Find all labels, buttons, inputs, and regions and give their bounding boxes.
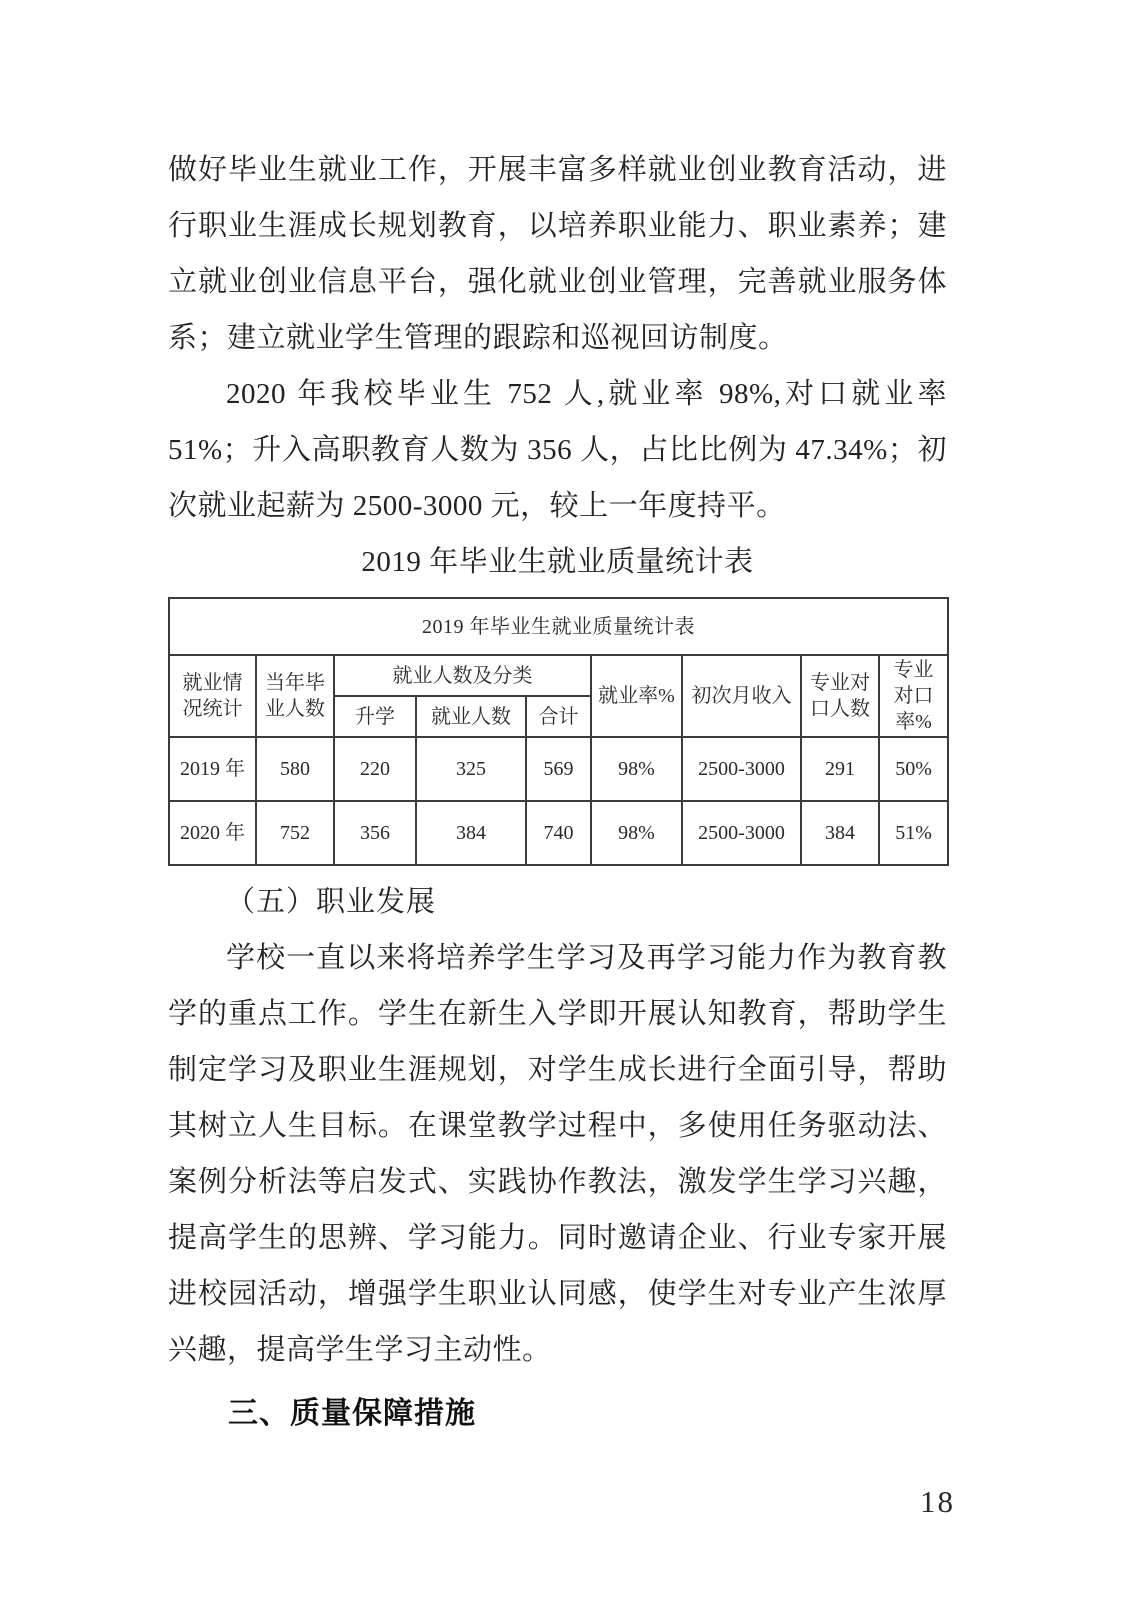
- header-employed-count: 就业人数: [416, 696, 526, 737]
- table-cell: 98%: [591, 737, 682, 801]
- header-initial-income: 初次月收入: [682, 655, 801, 737]
- table-cell: 325: [416, 737, 526, 801]
- header-further-study: 升学: [334, 696, 416, 737]
- table-cell: 356: [334, 801, 416, 865]
- table-cell: 569: [526, 737, 591, 801]
- paragraph-2020-stats: 2020 年我校毕业生 752 人,就业率 98%,对口就业率 51%；升入高职教育人数为 356 人，占比比例为 47.34%；初次就业起薪为 2500-3000 元，较上一年度持平。: [168, 378, 947, 522]
- table-title-row: [169, 598, 948, 655]
- header-employment-status: 就业情况统计: [169, 655, 256, 737]
- table-cell: 740: [526, 801, 591, 865]
- table-header-row-1: [169, 655, 948, 696]
- header-graduates-count: 当年毕业人数: [256, 655, 334, 737]
- table-row-2019: [169, 737, 948, 801]
- paragraph-career-development: 学校一直以来将培养学生学习及再学习能力作为教育教学的重点工作。学生在新生入学即开展认知教育，帮助学生制定学习及职业生涯规划，对学生成长进行全面引导，帮助其树立人生目标。在课堂教学过程中，多使用任务驱动法、案例分析法等启发式、实践协作教法，激发学生学习兴趣，提高学生的思辨、学习能力。同时邀请企业、行业专家开展进校园活动，增强学生职业认同感，使学生对专业产生浓厚兴趣，提高学生学习主动性。: [168, 942, 947, 1366]
- table-cell: 580: [256, 737, 334, 801]
- header-employment-rate: 就业率%: [591, 655, 682, 737]
- page-number: 18: [920, 1484, 955, 1519]
- table-cell: 220: [334, 737, 416, 801]
- table-cell: 51%: [879, 801, 948, 865]
- table-cell: 2500-3000: [682, 737, 801, 801]
- page-content: [168, 0, 947, 1442]
- table-row-2020: [169, 801, 948, 865]
- paragraph-employment-work: 做好毕业生就业工作，开展丰富多样就业创业教育活动，进行职业生涯成长规划教育，以培养职业能力、职业素养；建立就业创业信息平台，强化就业创业管理，完善就业服务体系；建立就业学生管理的跟踪和巡视回访制度。: [168, 154, 947, 354]
- section-heading-quality-assurance: 三、质量保障措施: [228, 1397, 476, 1430]
- table-title: 2019 年毕业生就业质量统计表: [169, 598, 948, 655]
- header-major-match-rate: 专业对口率%: [879, 655, 948, 737]
- table-cell: 384: [416, 801, 526, 865]
- section-heading-career-development: （五）职业发展: [226, 886, 437, 918]
- table-cell: 50%: [879, 737, 948, 801]
- table-cell: 384: [801, 801, 879, 865]
- table-cell: 291: [801, 737, 879, 801]
- table-cell: 2500-3000: [682, 801, 801, 865]
- table-cell: 2020 年: [169, 801, 256, 865]
- table-cell: 752: [256, 801, 334, 865]
- header-employment-classification: 就业人数及分类: [334, 655, 591, 696]
- header-major-match-count: 专业对口人数: [801, 655, 879, 737]
- header-total: 合计: [526, 696, 591, 737]
- employment-quality-table: [168, 597, 949, 866]
- table-cell: 2019 年: [169, 737, 256, 801]
- table-cell: 98%: [591, 801, 682, 865]
- table-caption: 2019 年毕业生就业质量统计表: [361, 546, 754, 578]
